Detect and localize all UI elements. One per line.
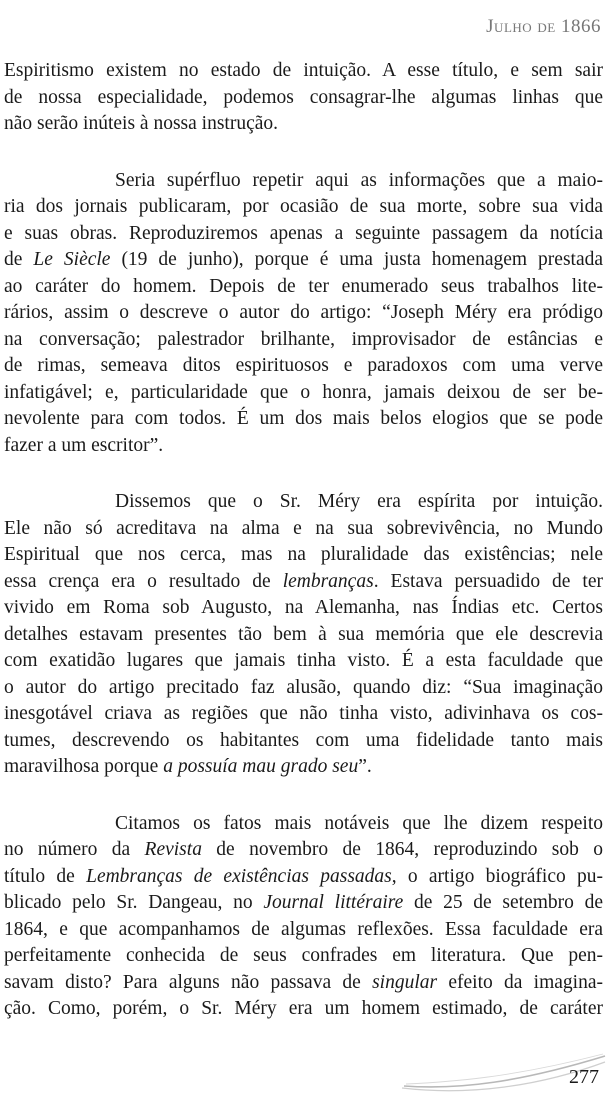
running-header: Julho de 1866 <box>486 16 601 37</box>
text-line <box>4 864 603 891</box>
text-line: ao caráter do homem. Depois de ter enumerado seus trabalhos lite- <box>4 275 603 297</box>
body-text <box>4 58 603 1053</box>
page-number: 277 <box>569 1066 599 1088</box>
text-line: Citamos os fatos mais notáveis que lhe dizem respeito <box>115 812 603 834</box>
text-run: no número da <box>4 839 145 860</box>
text-line <box>4 569 603 596</box>
text-run: , o artigo biográfico pu- <box>391 865 603 887</box>
text-run: título de <box>4 865 87 887</box>
italic-text: Le Siècle <box>33 249 111 270</box>
italic-text: Lembranças de existências passadas <box>86 865 392 887</box>
text-line: de nossa especialidade, podemos consagrar-lhe algumas linhas que <box>4 86 603 108</box>
text-run: maravilhosa porque <box>4 756 164 777</box>
paragraph-1 <box>4 58 603 138</box>
text-line: 1864, e que acompanhamos de algumas reflexões. Essa faculdade era <box>4 918 603 940</box>
text-line: rários, assim o descreve o autor do artigo: “Joseph Méry era pródigo <box>4 302 603 323</box>
text-line: Seria supérfluo repetir aqui as informações que a maio- <box>115 169 603 191</box>
text-line: nevolente para com todos. É um dos mais belos elogios que se pode <box>4 408 603 429</box>
text-line <box>4 837 603 864</box>
text-line: inesgotável criava as regiões que não tinha visto, adivinhava os cos- <box>4 703 603 724</box>
text-line: ria dos jornais publicaram, por ocasião de sua morte, sobre sua vida <box>4 196 603 217</box>
text-line: Dissemos que o Sr. Méry era espírita por intuição. <box>115 491 603 512</box>
text-line: Espiritual que nos cerca, mas na pluralidade das existências; nele <box>4 544 603 565</box>
text-run: savam disto? Para alguns não passava de <box>4 971 373 993</box>
text-line <box>4 754 603 781</box>
text-run: de 25 de setembro de <box>403 892 603 913</box>
text-run: ”. <box>358 756 372 777</box>
text-run: . Estava persuadido de ter <box>373 570 603 592</box>
italic-text: a possuía mau grado seu <box>163 756 359 777</box>
text-line: com exatidão lugares que jamais tinha visto. É a esta faculdade que <box>4 650 603 671</box>
italic-text: Journal littéraire <box>263 892 404 913</box>
text-line: perfeitamente conhecida de seus confrades em literatura. Que pen- <box>4 945 603 966</box>
text-line: na conversação; palestrador brilhante, improvisador de estâncias e <box>4 328 603 350</box>
text-line: vivido em Roma sob Augusto, na Alemanha, nas Índias etc. Certos <box>4 597 603 618</box>
paragraph-4 <box>4 811 603 1023</box>
text-run: de novembro de 1864, reproduzindo sob o <box>201 839 603 860</box>
text-line <box>4 970 603 997</box>
text-line: o autor do artigo precitado faz alusão, quando diz: “Sua imaginação <box>4 676 603 698</box>
text-line: Ele não só acreditava na alma e na sua sobrevivência, no Mundo <box>4 517 603 539</box>
text-run: de <box>4 249 34 270</box>
text-line <box>4 247 603 274</box>
text-line: detalhes estavam presentes tão bem à sua memória que ele descrevia <box>4 623 603 645</box>
paragraph-3 <box>4 489 603 781</box>
paragraph-2 <box>4 168 603 460</box>
text-line: de rimas, semeava ditos espirituosos e paradoxos com uma verve <box>4 355 603 376</box>
text-run: (19 de junho), porque é uma justa homenagem prestada <box>110 249 604 270</box>
italic-text: lembranças <box>282 570 374 592</box>
text-run: essa crença era o resultado de <box>4 570 283 592</box>
text-line: ção. Como, porém, o Sr. Méry era um homem estimado, de caráter <box>4 998 603 1019</box>
text-run: efeito da imagina- <box>437 971 603 993</box>
text-line: Espiritismo existem no estado de intuição. A esse título, e sem sair <box>4 60 603 81</box>
text-line: não serão inúteis à nossa instrução. <box>4 113 279 134</box>
text-run: blicado pelo Sr. Dangeau, no <box>4 892 264 913</box>
text-line: fazer a um escritor”. <box>4 434 164 456</box>
text-line: infatigável; e, particularidade que o honra, jamais deixou de ser be- <box>4 381 603 403</box>
italic-text: Revista <box>144 839 202 860</box>
text-line: tumes, descrevendo os habitantes com uma fidelidade tanto mais <box>4 729 603 751</box>
text-line: e suas obras. Reproduziremos apenas a seguinte passagem da notícia <box>4 222 603 244</box>
text-line <box>4 890 603 917</box>
italic-text: singular <box>372 971 438 993</box>
